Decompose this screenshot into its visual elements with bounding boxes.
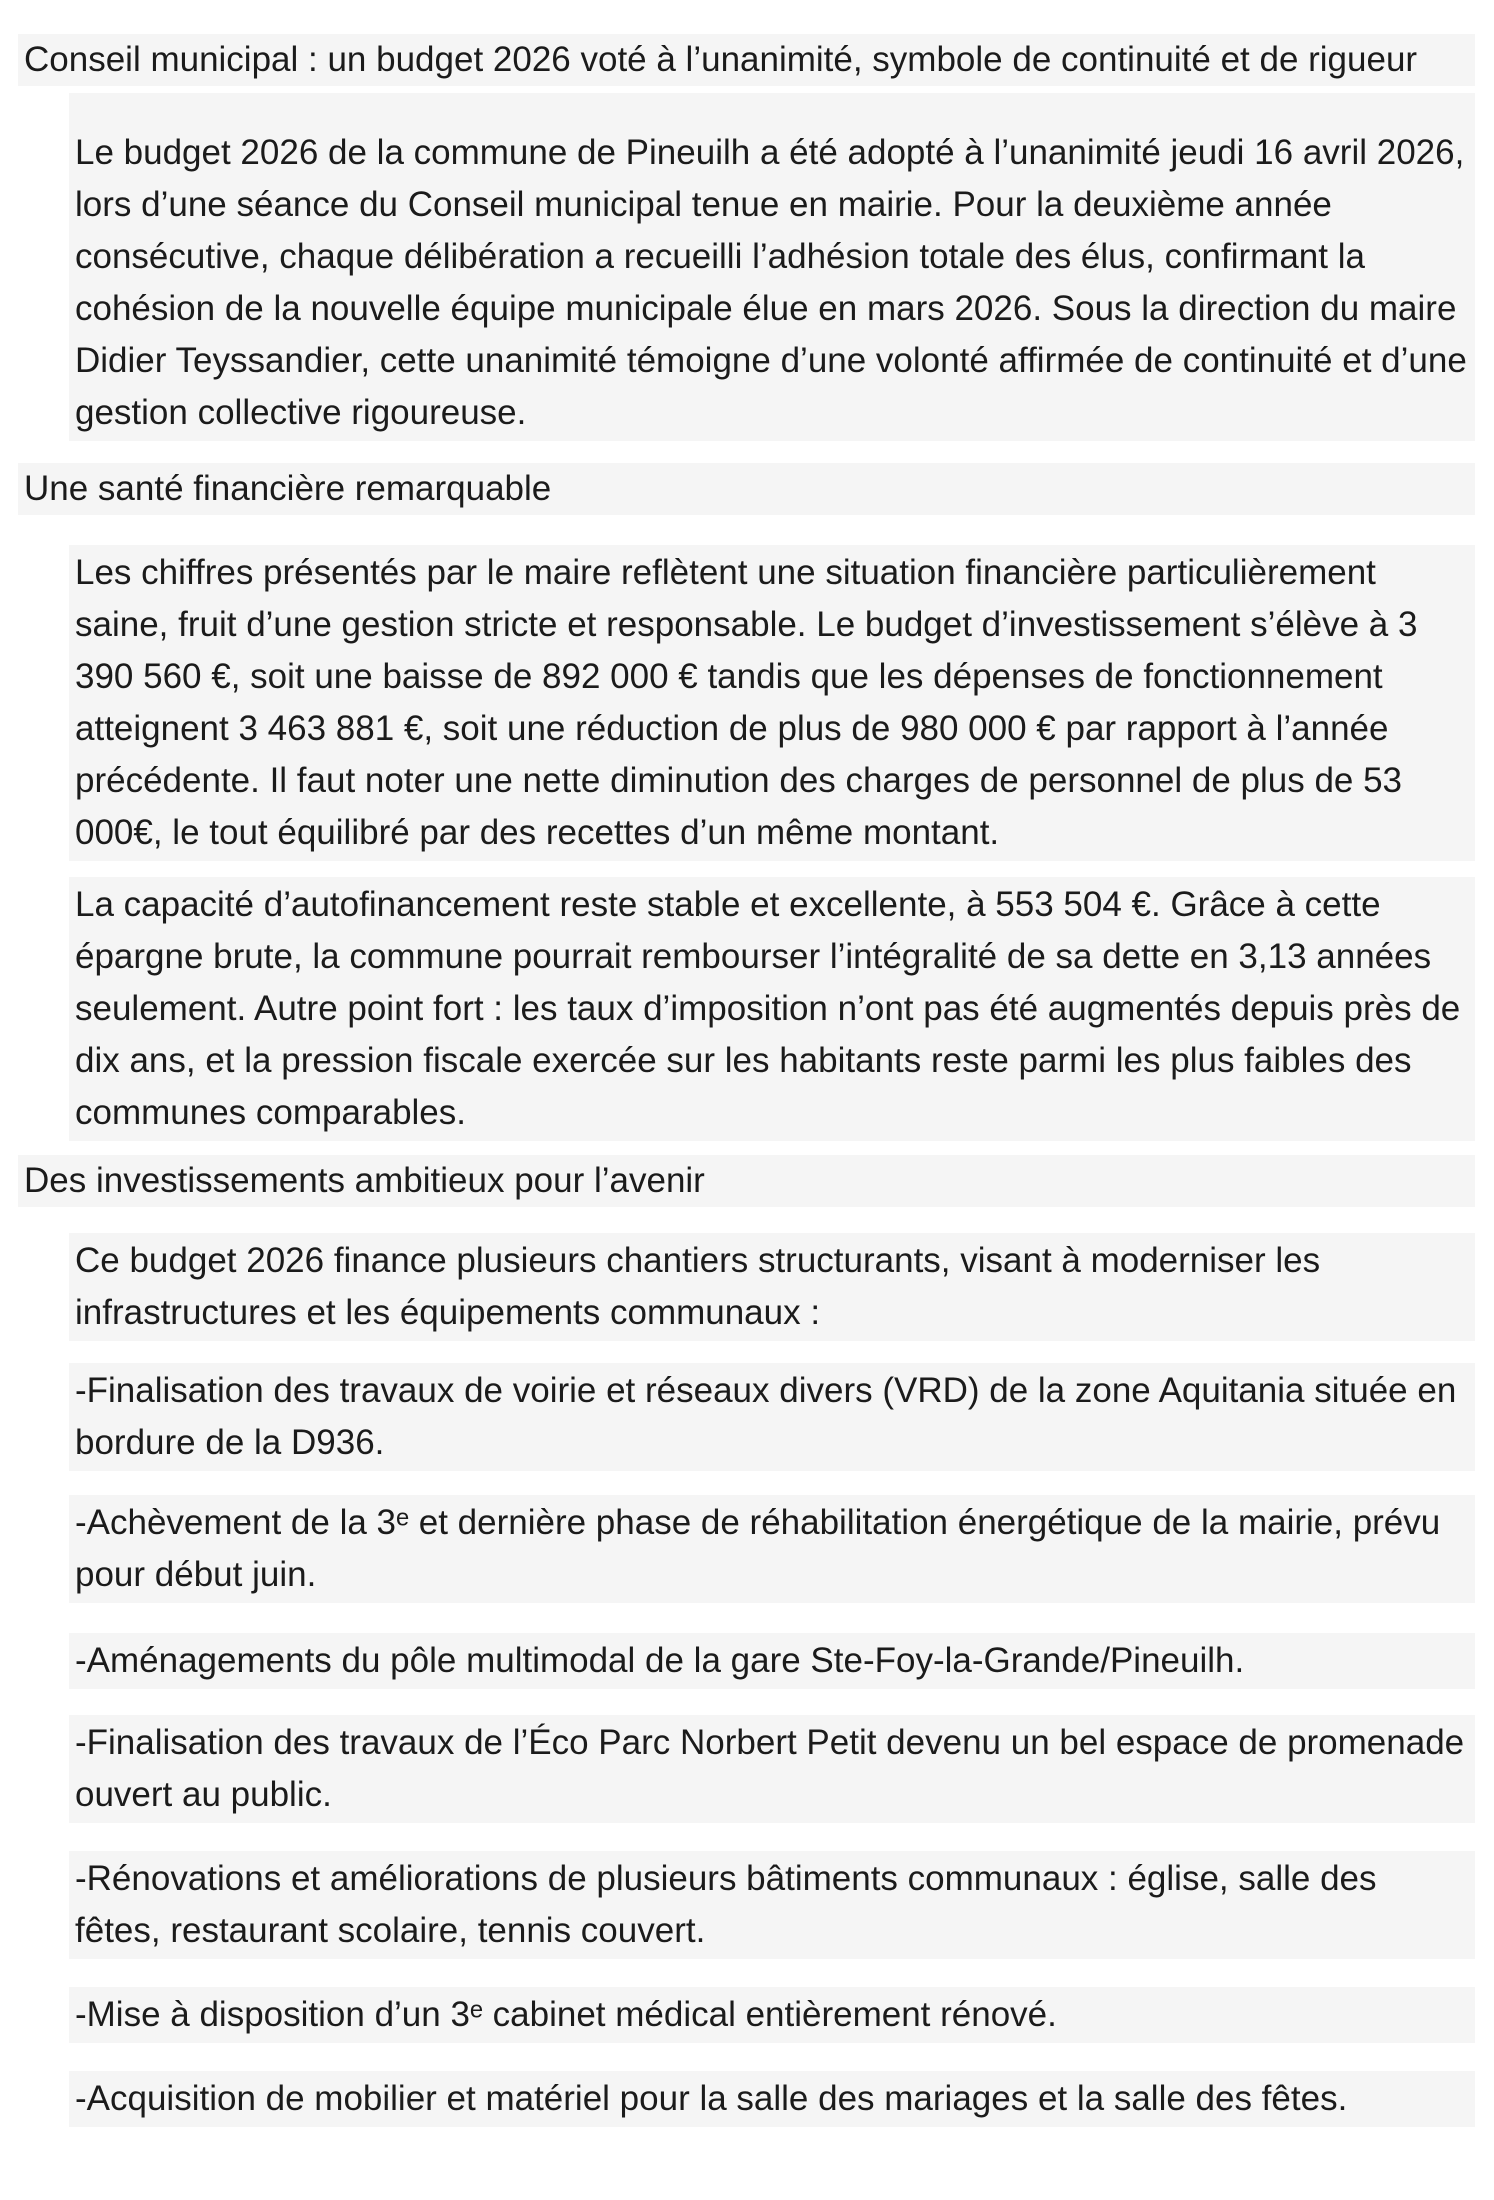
bullet-item-gare: -Aménagements du pôle multimodal de la gare Ste-Foy-la-Grande/Pineuilh. — [69, 1633, 1475, 1689]
paragraph-autofinancement: La capacité d’autofinancement reste stable et excellente, à 553 504 €. Grâce à cette épargne brute, la commune pourrait rembourser l’intégralité de sa dette en 3,13 années seulement. Autre point fort : les taux d’imposition n’ont pas été augmentés depuis près de dix ans, et la pression fiscale exercée sur les habitants reste parmi les plus faibles des communes comparables. — [69, 877, 1475, 1141]
bullet-item-eco-parc: -Finalisation des travaux de l’Éco Parc Norbert Petit devenu un bel espace de promenade ouvert au public. — [69, 1715, 1475, 1823]
intro-paragraph: Le budget 2026 de la commune de Pineuilh a été adopté à l’unanimité jeudi 16 avril 2026, lors d’une séance du Conseil municipal tenue en mairie. Pour la deuxième année consécutive, chaque délibération a recueilli l’adhésion totale des élus, confirmant la cohésion de la nouvelle équipe municipale élue en mars 2026. Sous la direction du maire Didier Teyssandier, cette unanimité témoigne d’une volonté affirmée de continuité et d’une gestion collective rigoureuse. — [69, 93, 1475, 441]
bullet-item-mairie: -Achèvement de la 3ᵉ et dernière phase de réhabilitation énergétique de la mairie, prévu pour début juin. — [69, 1495, 1475, 1603]
bullet-item-vrd: -Finalisation des travaux de voirie et réseaux divers (VRD) de la zone Aquitania située en bordure de la D936. — [69, 1363, 1475, 1471]
article — [0, 34, 1494, 2127]
document-page — [0, 34, 1494, 2200]
article-title: Conseil municipal : un budget 2026 voté à l’unanimité, symbole de continuité et de rigueur — [18, 34, 1475, 86]
paragraph-chantiers: Ce budget 2026 finance plusieurs chantiers structurants, visant à moderniser les infrastructures et les équipements communaux : — [69, 1233, 1475, 1341]
section-heading-finances: Une santé financière remarquable — [18, 463, 1475, 515]
bullet-item-cabinet-medical: -Mise à disposition d’un 3ᵉ cabinet médical entièrement rénové. — [69, 1987, 1475, 2043]
section-heading-investissements: Des investissements ambitieux pour l’avenir — [18, 1155, 1475, 1207]
bullet-item-mobilier: -Acquisition de mobilier et matériel pour la salle des mariages et la salle des fêtes. — [69, 2071, 1475, 2127]
paragraph-chiffres: Les chiffres présentés par le maire reflètent une situation financière particulièrement saine, fruit d’une gestion stricte et responsable. Le budget d’investissement s’élève à 3 390 560 €, soit une baisse de 892 000 € tandis que les dépenses de fonctionnement atteignent 3 463 881 €, soit une réduction de plus de 980 000 € par rapport à l’année précédente. Il faut noter une nette diminution des charges de personnel de plus de 53 000€, le tout équilibré par des recettes d’un même montant. — [69, 545, 1475, 861]
bullet-item-batiments: -Rénovations et améliorations de plusieurs bâtiments communaux : église, salle des fêtes, restaurant scolaire, tennis couvert. — [69, 1851, 1475, 1959]
